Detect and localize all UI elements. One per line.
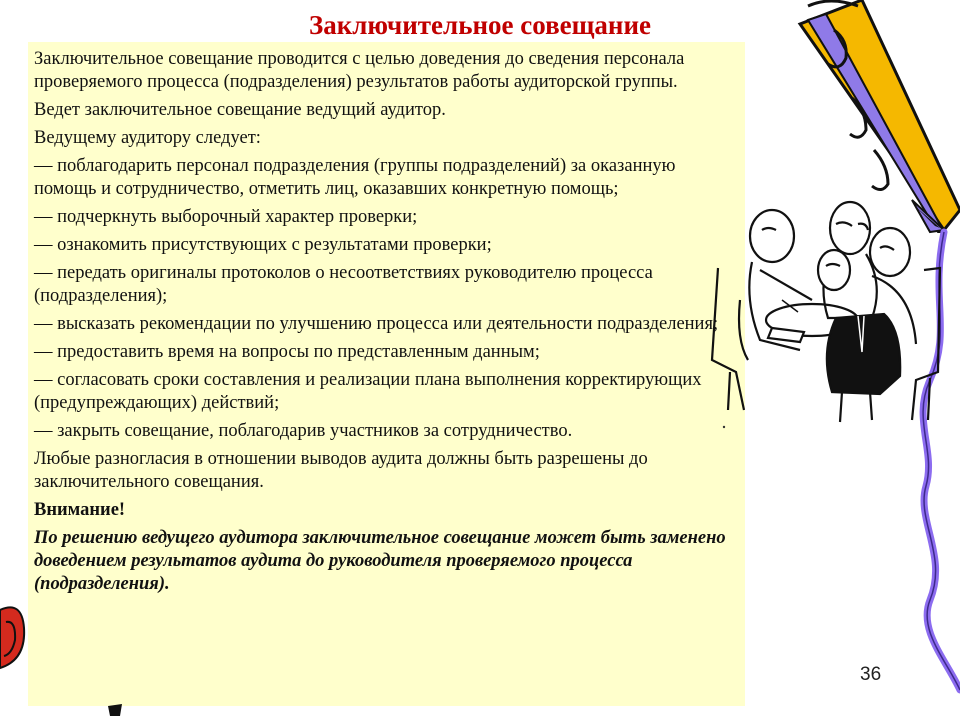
paragraph-disagreements: Любые разногласия в отношении выводов аудита должны быть разрешены до заключительного совещания. <box>34 449 648 492</box>
squiggle-line <box>923 232 960 690</box>
list-item: — согласовать сроки составления и реализации плана выполнения корректирующих (предупреждающих) действий; <box>34 370 702 413</box>
pencil-icon <box>800 0 960 232</box>
list-item: — предоставить время на вопросы по представленным данным; <box>34 342 540 362</box>
paragraph-duties-intro: Ведущему аудитору следует: <box>34 128 261 148</box>
list-item: — закрыть совещание, поблагодарив участников за сотрудничество. <box>34 421 573 441</box>
attention-text: По решению ведущего аудитора заключительное совещание может быть заменено доведением результатов аудита до руководителя проверяемого процесса (подразделения). <box>34 528 726 594</box>
list-item: — ознакомить присутствующих с результатами проверки; <box>34 235 492 255</box>
page-number: 36 <box>860 664 882 685</box>
meeting-clipart <box>712 202 940 422</box>
list-item: — подчеркнуть выборочный характер проверки; <box>34 207 418 227</box>
paragraph-lead-auditor: Ведет заключительное совещание ведущий аудитор. <box>34 100 446 120</box>
list-item: — передать оригиналы протоколов о несоответствиях руководителю процесса (подразделения); <box>34 263 653 306</box>
list-item: — поблагодарить персонал подразделения (группы подразделений) за оказанную помощь и сотрудничество, отметить лиц, оказавших конкретную помощь; <box>34 156 676 199</box>
paragraph-purpose: Заключительное совещание проводится с целью доведения до сведения персонала проверяемого процесса (подразделения) результатов работы аудиторской группы. <box>34 49 685 92</box>
attention-label: Внимание! <box>34 500 126 520</box>
squiggle-outline <box>923 232 960 690</box>
content-text-box <box>28 42 745 706</box>
list-item: — высказать рекомендации по улучшению процесса или деятельности подразделения; <box>34 314 719 334</box>
slide-title: Заключительное совещание <box>308 10 652 40</box>
